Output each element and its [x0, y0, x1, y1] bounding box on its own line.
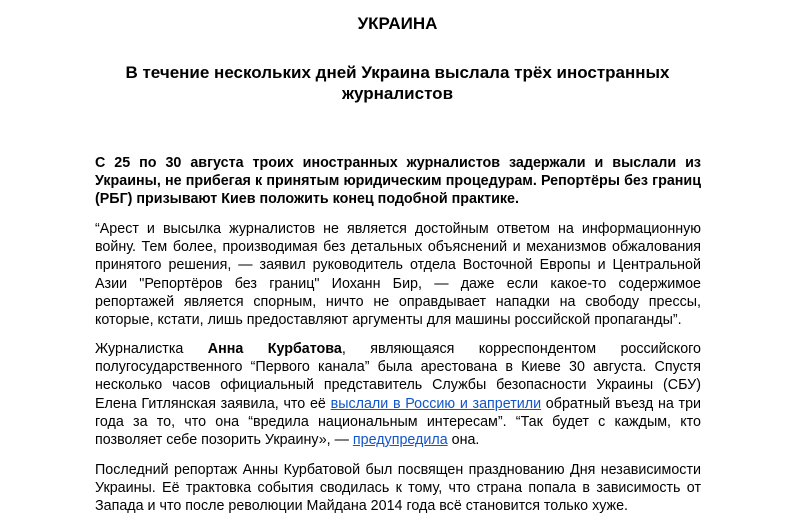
- journalist-name: Анна Курбатова: [207, 341, 342, 357]
- link-expelled-to-russia[interactable]: выслали в Россию и запретили: [330, 395, 542, 412]
- link-warned[interactable]: предупредила: [352, 432, 448, 449]
- paragraph2-text-4: она.: [447, 432, 480, 449]
- lead-paragraph: С 25 по 30 августа троих иностранных журналистов задержали и выслали из Украины, не прибегая к принятым юридическим процедурам. Репортёры без границ (РБГ) призывают Киев положить конец подобной практике.: [95, 155, 701, 208]
- headline-line-2: журналистов: [341, 84, 454, 103]
- headline-line-1: В течение нескольких дней Украина выслала трёх иностранных: [125, 63, 670, 82]
- paragraph2-text-3: обратный въезд на три года за то, что она “вредила национальным интересам”. “Так будет с каждым, кто позволяет себе позорить Украину», —: [95, 395, 702, 449]
- paragraph2-text-1: Журналистка: [95, 341, 208, 357]
- headline: [0, 62, 795, 104]
- body-paragraph-kurbatova: [95, 340, 701, 449]
- quote-paragraph: “Арест и высылка журналистов не является достойным ответом на информационную войну. Тем более, производимая без детальных объяснений и механизмов обжалования принятого решения, — заявил руководитель отдела Восточной Европы и Центральной Азии "Репортёров без границ" Иоханн Бир, — даже если какое-то содержимое репортажей является спорным, ничто не оправдывает нападки на свободу прессы, которые, кстати, лишь предоставляют аргументы для машины российской пропаганды”.: [95, 221, 701, 329]
- paragraph2-text-2: , являющаяся корреспондентом российского полугосударственного “Первого канала” была арестована в Киеве 30 августа. Спустя несколько часов официальный представитель Службы безопасности Украины (СБУ) Елена Гитлянская заявила, что её: [95, 341, 702, 412]
- section-title: УКРАИНА: [357, 14, 438, 33]
- body-paragraph-last-report: Последний репортаж Анны Курбатовой был посвящен празднованию Дня независимости Украины. Её трактовка события сводилась к тому, что страна попала в зависимость от Запада и что после революции Майдана 2014 года всё становится только хуже.: [95, 462, 701, 515]
